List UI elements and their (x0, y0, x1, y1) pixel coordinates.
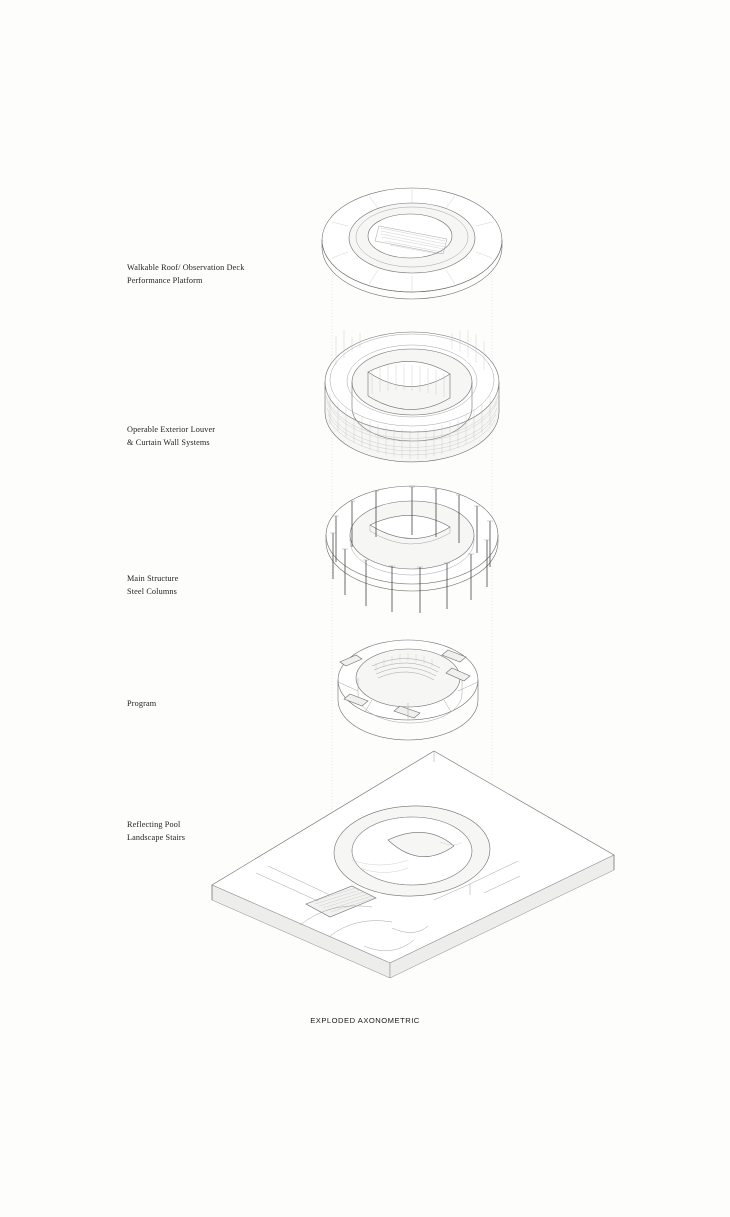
label-walkable-roof-line1: Walkable Roof/ Observation Deck (127, 263, 245, 272)
layer-walkable-roof (322, 188, 502, 299)
label-program-line1: Program (127, 699, 157, 708)
label-main-structure-line2: Steel Columns (127, 586, 177, 596)
layer-operable-louver-curtain-wall (325, 330, 499, 462)
label-operable-louver-line2: & Curtain Wall Systems (127, 437, 210, 447)
layer-main-structure-steel-columns (326, 486, 498, 613)
layer-program (338, 640, 478, 740)
label-main-structure-line1: Main Structure (127, 574, 179, 583)
label-reflecting-pool-line2: Landscape Stairs (127, 832, 186, 842)
drawing-caption: EXPLODED AXONOMETRIC (310, 1016, 420, 1025)
label-operable-louver-line1: Operable Exterior Louver (127, 425, 216, 434)
layer-site-reflecting-pool (212, 751, 614, 978)
label-reflecting-pool-line1: Reflecting Pool (127, 820, 181, 829)
label-walkable-roof-line2: Performance Platform (127, 275, 203, 285)
